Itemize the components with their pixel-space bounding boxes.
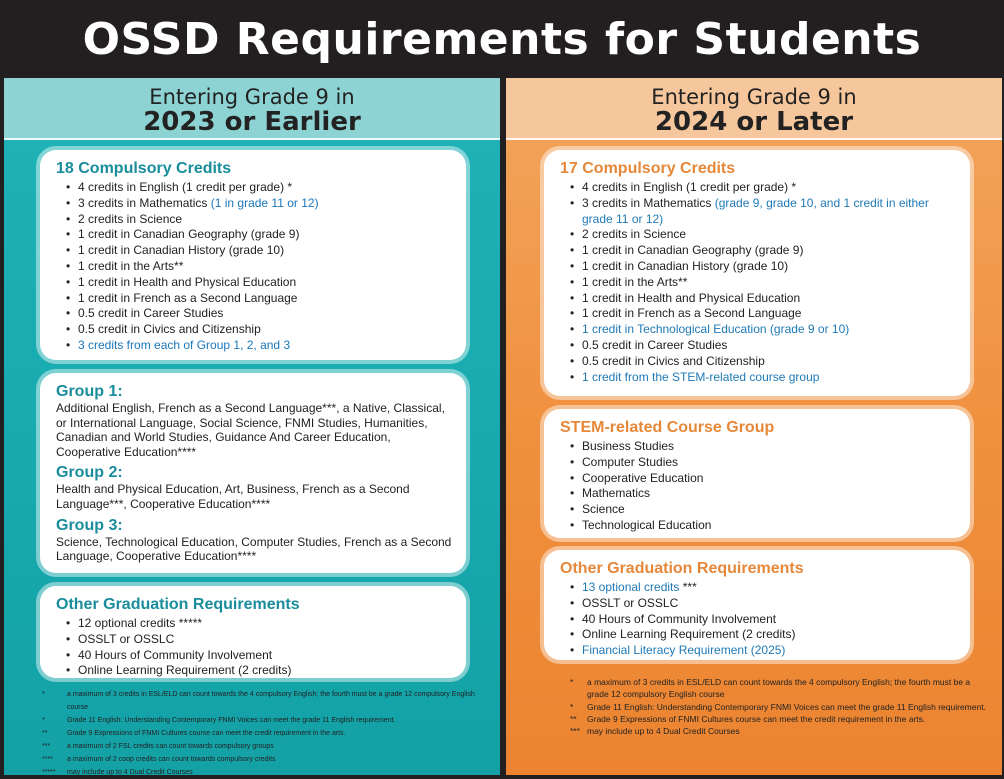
list-item (570, 612, 956, 628)
item-text: 12 optional credits ***** (78, 616, 203, 630)
item-text: *** (679, 580, 697, 594)
footnote-text: a maximum of 2 coop credits can count towards compulsory credits (67, 756, 276, 763)
item-text: 1 credit in Canadian Geography (grade 9) (582, 243, 804, 258)
item-text: 2 credits in Science (582, 227, 687, 242)
card-title: Other Graduation Requirements (560, 560, 804, 577)
column-header-line2: 2023 or Earlier (143, 107, 361, 137)
column-header-line1: Entering Grade 9 in (149, 85, 355, 109)
item-text: 1 credit in Canadian History (grade 10) (78, 243, 285, 258)
highlighted-text: 13 optional credits (582, 580, 680, 594)
group-description: Science, Technological Education, Computer Studies, French as a Second Language, Cooperative Education**** (56, 534, 452, 564)
list-item (570, 259, 956, 275)
group-title: Group 2: (56, 464, 123, 482)
footnote (42, 766, 492, 775)
footnote (570, 701, 990, 713)
footnote (42, 714, 492, 727)
list-item (570, 306, 956, 322)
list-item (66, 306, 452, 322)
item-text: 1 credit in Health and Physical Education (78, 274, 297, 289)
footnote-marker: ** (570, 713, 577, 724)
item-text: Mathematics (582, 486, 651, 501)
list-item (570, 180, 956, 196)
card-title: 18 Compulsory Credits (56, 160, 232, 177)
footnote-marker: *** (570, 726, 580, 737)
column-header-line2: 2024 or Later (654, 107, 854, 137)
compulsory-credits-card (40, 150, 466, 360)
list-item (66, 648, 452, 664)
footnote-text: Grade 9 Expressions of FNMI Cultures course can meet the credit requirement in the arts. (67, 730, 346, 737)
list-item (570, 338, 956, 354)
other-requirements-card (544, 550, 970, 660)
footnote (42, 753, 492, 766)
footnote (42, 740, 492, 753)
column-2023-or-earlier (4, 78, 500, 775)
item-text: 40 Hours of Community Involvement (582, 611, 777, 626)
item-text: 0.5 credit in Career Studies (582, 337, 728, 352)
highlighted-text: (1 in grade 11 or 12) (210, 195, 319, 210)
group-title: Group 3: (56, 516, 123, 534)
list-item (570, 196, 956, 228)
list-item (570, 439, 956, 455)
item-text: Computer Studies (582, 454, 679, 469)
list-item (66, 275, 452, 291)
item-text: 1 credit in the Arts** (582, 274, 688, 289)
compulsory-credits-card (544, 150, 970, 396)
list-item (570, 596, 956, 612)
item-text: 4 credits in English (1 credit per grade) * (582, 180, 797, 194)
column-header-right (506, 78, 1002, 140)
list-item (570, 486, 956, 502)
footnote-text: a maximum of 3 credits in ESL/ELD can count towards the 4 compulsory English; the fourth must be a grade 12 compulsory English course (587, 677, 971, 700)
highlighted-text: (grade 9, grade 10, and 1 credit in either grade 11 or 12) (582, 195, 929, 226)
footnote-text: Grade 11 English: Understanding Contemporary FNMI Voices can meet the grade 11 English requirement. (587, 701, 986, 712)
groups-card (40, 373, 466, 573)
item-text: Science (582, 502, 625, 517)
item-text: 0.5 credit in Civics and Citizenship (582, 353, 765, 368)
list-item (66, 616, 452, 632)
footnote (42, 688, 492, 714)
highlighted-text: 1 credit in Technological Education (grade 9 or 10) (582, 322, 850, 337)
list-item (66, 259, 452, 275)
footnote-text: may include up to 4 Dual Credit Courses (67, 769, 193, 775)
footnote-text: a maximum of 3 credits in ESL/ELD can count towards the 4 compulsory English; the fourth must be a grade 12 compulsory English course (67, 691, 475, 711)
card-title: Other Graduation Requirements (56, 596, 300, 613)
footnote-marker: * (42, 717, 45, 724)
footnote-marker: * (570, 701, 574, 712)
list-item (570, 354, 956, 370)
list-item (66, 632, 452, 648)
group-description: Additional English, French as a Second Language***, a Native, Classical, or International Language, Social Science, FNMI Studies, Humanities, Canadian and World Studies, Guidance And Career Education, Cooperative Education**** (56, 401, 445, 459)
list-item (570, 518, 956, 534)
stem-course-list (560, 439, 956, 534)
compulsory-credits-list (56, 180, 452, 354)
item-text: 1 credit in Health and Physical Education (582, 290, 801, 305)
group-1 (56, 382, 452, 459)
list-item (570, 291, 956, 307)
item-text: 4 credits in English (1 credit per grade) * (78, 180, 293, 194)
card-title: STEM-related Course Group (560, 419, 775, 436)
list-item (570, 471, 956, 487)
item-text: Online Learning Requirement (2 credits) (582, 627, 796, 642)
list-item (570, 322, 956, 338)
title-banner (0, 0, 1004, 78)
item-text: Business Studies (582, 439, 675, 453)
footnote (570, 725, 990, 737)
item-text: Technological Education (582, 517, 712, 532)
footnote (570, 713, 990, 725)
card-title: 17 Compulsory Credits (560, 160, 736, 177)
footnote-marker: ***** (42, 769, 56, 775)
item-text: 0.5 credit in Civics and Citizenship (78, 322, 261, 337)
list-item (570, 643, 956, 659)
list-item (570, 370, 956, 386)
item-text: 1 credit in Canadian History (grade 10) (582, 258, 789, 273)
footnote-text: a maximum of 2 FSL credits can count towards compulsory groups (67, 743, 274, 750)
item-text: 2 credits in Science (78, 211, 183, 226)
list-item (570, 275, 956, 291)
list-item (66, 196, 452, 212)
item-text: 40 Hours of Community Involvement (78, 647, 273, 662)
item-text: 1 credit in French as a Second Language (78, 290, 298, 305)
group-title: Group 1: (56, 383, 123, 400)
footnote-marker: ** (42, 730, 48, 737)
footnote-text: Grade 11 English: Understanding Contemporary FNMI Voices can meet the grade 11 English requirement. (67, 717, 396, 724)
group-description: Health and Physical Education, Art, Business, French as a Second Language***, Cooperative Education**** (56, 482, 410, 511)
footnote-text: Grade 9 Expressions of FNMI Cultures course can meet the credit requirement in the arts. (587, 713, 926, 724)
footnote-marker: * (570, 677, 574, 687)
item-text: OSSLT or OSSLC (582, 595, 679, 610)
list-item (66, 663, 452, 679)
compulsory-credits-list (560, 180, 956, 385)
list-item (570, 580, 956, 596)
list-item (66, 227, 452, 243)
list-item (570, 455, 956, 471)
footnote (570, 676, 990, 701)
footnotes-left (42, 688, 492, 775)
footnote-text: may include up to 4 Dual Credit Courses (587, 726, 740, 737)
column-header-left (4, 78, 500, 140)
item-text: Online Learning Requirement (2 credits) (78, 663, 292, 678)
stem-course-group-card (544, 409, 970, 538)
page-title: OSSD Requirements for Students (82, 14, 922, 65)
footnote (42, 727, 492, 740)
list-item (66, 243, 452, 259)
list-item (570, 502, 956, 518)
group-3 (56, 516, 452, 564)
item-text: 0.5 credit in Career Studies (78, 306, 224, 321)
column-header-line1: Entering Grade 9 in (651, 85, 857, 109)
footnote-marker: *** (42, 743, 51, 750)
list-item (570, 627, 956, 643)
column-2024-or-later (506, 78, 1002, 775)
list-item (66, 322, 452, 338)
list-item (570, 243, 956, 259)
item-text: 1 credit in French as a Second Language (582, 306, 802, 321)
group-2 (56, 463, 452, 511)
footnotes-right (570, 676, 990, 737)
other-requirements-card (40, 586, 466, 678)
list-item (66, 338, 452, 354)
highlighted-text: Financial Literacy Requirement (2025) (582, 643, 786, 658)
footnote-marker: **** (42, 756, 53, 763)
item-text: 1 credit in Canadian Geography (grade 9) (78, 227, 300, 242)
other-requirements-list (56, 616, 452, 679)
item-text: 3 credits in Mathematics (582, 195, 715, 210)
item-text: 3 credits in Mathematics (78, 195, 211, 210)
highlighted-text: 1 credit from the STEM-related course group (582, 369, 820, 384)
other-requirements-list (560, 580, 956, 659)
list-item (570, 227, 956, 243)
footnote-marker: * (42, 691, 45, 698)
item-text: 1 credit in the Arts** (78, 258, 184, 273)
highlighted-text: 3 credits from each of Group 1, 2, and 3 (78, 337, 291, 352)
item-text: OSSLT or OSSLC (78, 631, 175, 646)
item-text: Cooperative Education (582, 470, 704, 485)
list-item (66, 291, 452, 307)
list-item (66, 212, 452, 228)
list-item (66, 180, 452, 196)
